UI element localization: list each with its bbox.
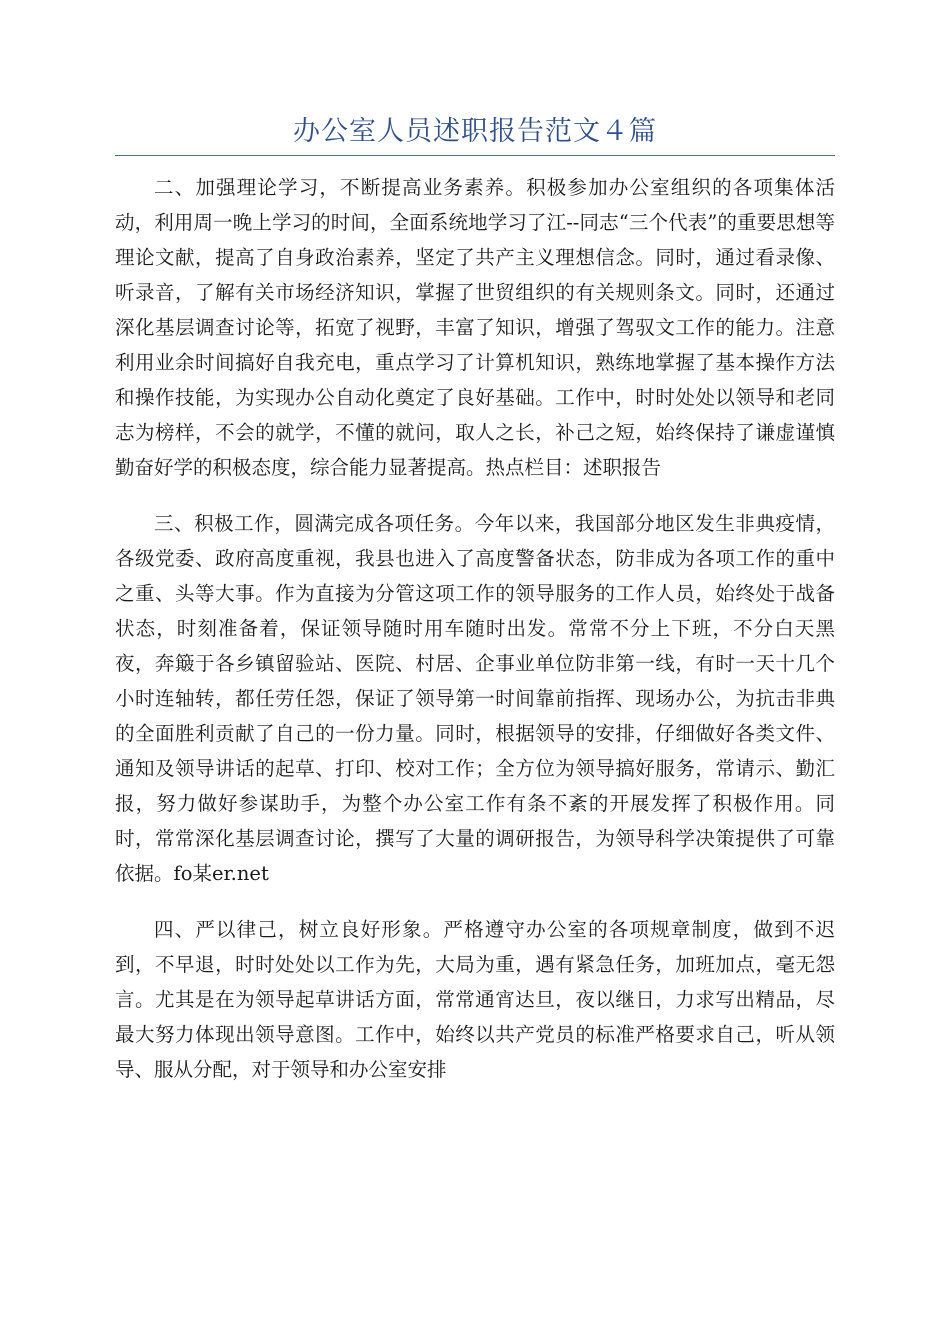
- paragraph-4: 四、严以律己，树立良好形象。严格遵守办公室的各项规章制度，做到不迟到，不早退，时时处处以工作为先，大局为重，遇有紧急任务，加班加点，毫无怨言。尤其是在为领导起草讲话方面，常常通宵达旦，夜以继日，力求写出精品，尽最大努力体现出领导意图。工作中，始终以共产党员的标准严格要求自己，听从领导、服从分配，对于领导和办公室安排: [115, 918, 835, 1081]
- document-body: [115, 170, 835, 1108]
- paragraph-3: 三、积极工作，圆满完成各项任务。今年以来，我国部分地区发生非典疫情，各级党委、政府高度重视，我县也进入了高度警备状态，防非成为各项工作的重中之重、头等大事。作为直接为分管这项工作的领导服务的工作人员，始终处于战备状态，时刻准备着，保证领导随时用车随时出发。常常不分上下班，不分白天黑夜，奔簸于各乡镇留验站、医院、村居、企事业单位防非第一线，有时一天十几个小时连轴转，都任劳任怨，保证了领导第一时间靠前指挥、现场办公，为抗击非典的全面胜利贡献了自己的一份力量。同时，根据领导的安排，仔细做好各类文件、通知及领导讲话的起草、打印、校对工作；全方位为领导搞好服务，常请示、勤汇报，努力做好参谋助手，为整个办公室工作有条不紊的开展发挥了积极作用。同时，常常深化基层调查讨论，撰写了大量的调研报告，为领导科学决策提供了可靠依据。fo某er.net: [115, 512, 835, 885]
- title-underline: [115, 155, 835, 156]
- paragraph-2: 二、加强理论学习，不断提高业务素养。积极参加办公室组织的各项集体活动，利用周一晚上学习的时间，全面系统地学习了江--同志“三个代表”的重要思想等理论文献，提高了自身政治素养，坚定了共产主义理想信念。同时，通过看录像、听录音，了解有关市场经济知识，掌握了世贸组织的有关规则条文。同时，还通过深化基层调查讨论等，拓宽了视野，丰富了知识，增强了驾驭文工作的能力。注意利用业余时间搞好自我充电，重点学习了计算机知识，熟练地掌握了基本操作方法和操作技能，为实现办公自动化奠定了良好基础。工作中，时时处处以领导和老同志为榜样，不会的就学，不懂的就问，取人之长，补己之短，始终保持了谦虚谨慎勤奋好学的积极态度，综合能力显著提高。热点栏目：述职报告: [115, 176, 835, 479]
- document-title: 办公室人员述职报告范文４篇: [293, 116, 657, 147]
